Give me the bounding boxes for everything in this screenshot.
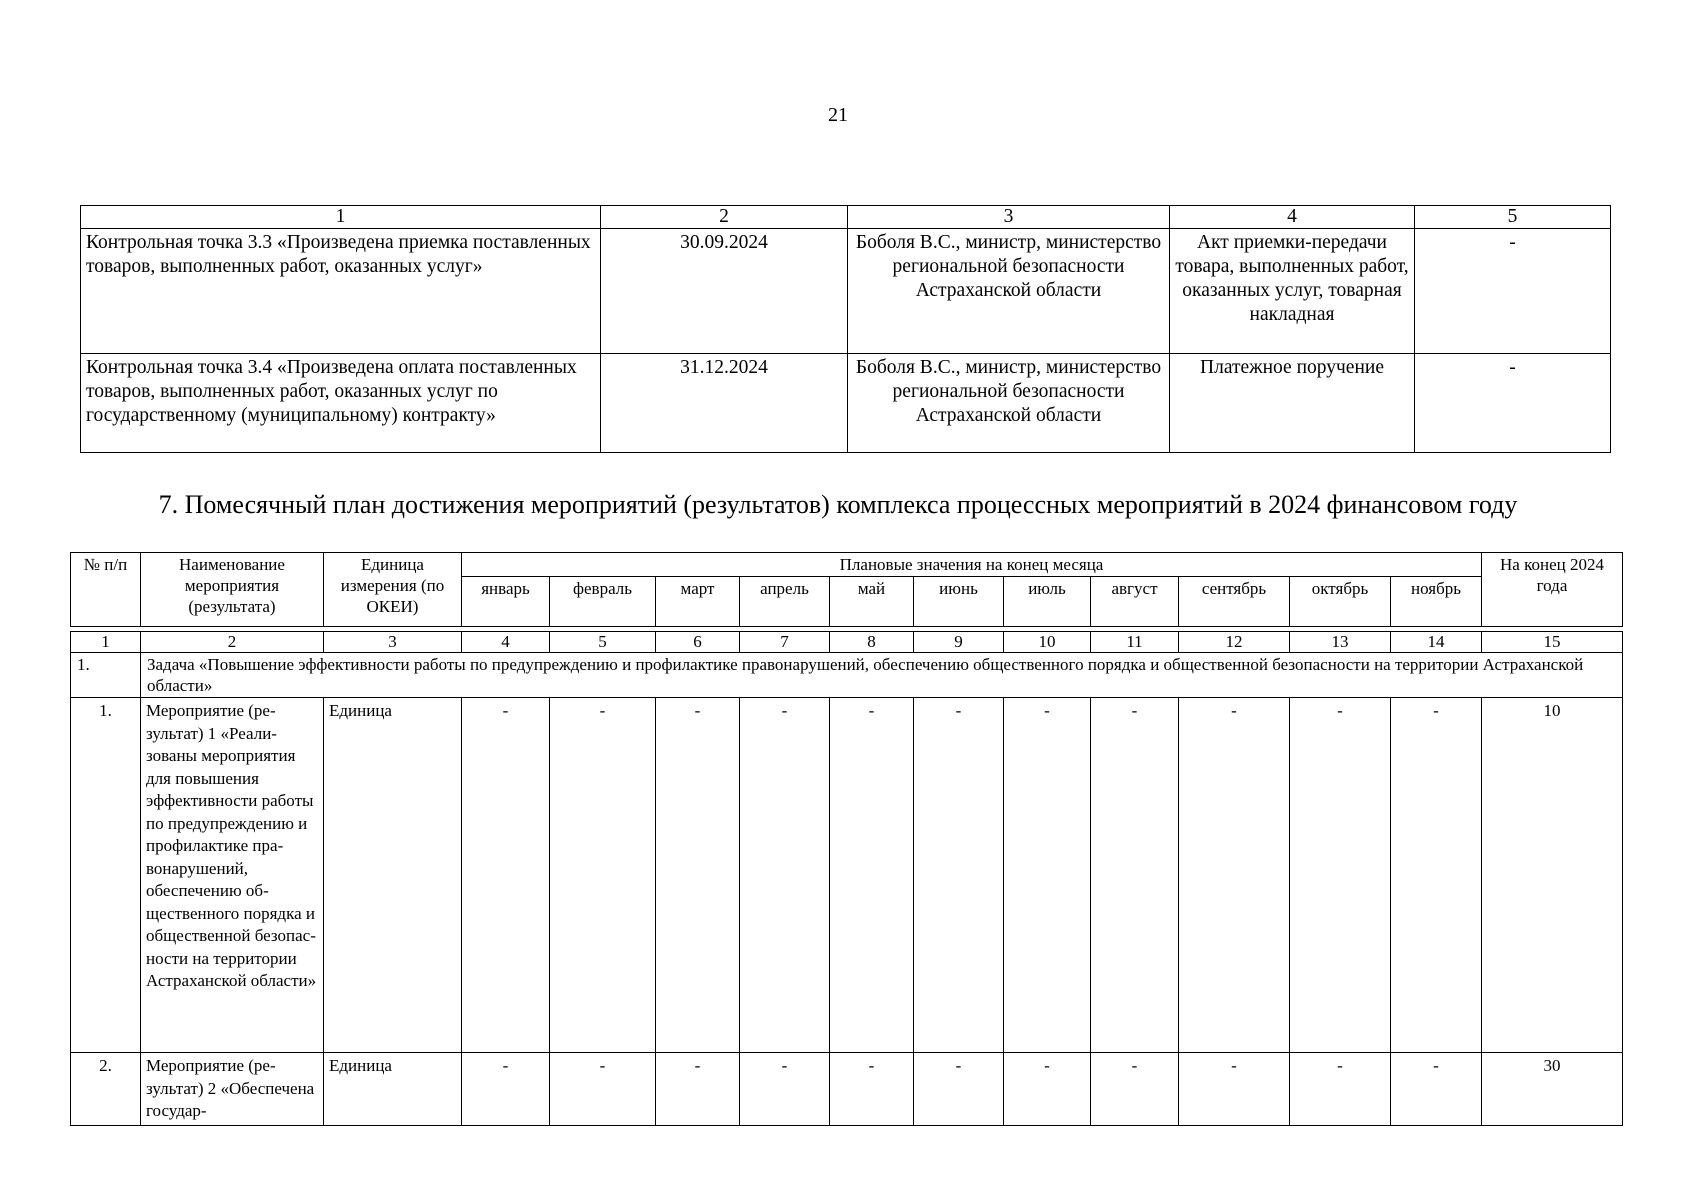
monthly-plan-table [70, 552, 1623, 1126]
column-number: 2 [601, 206, 848, 229]
month-header: октябрь [1290, 577, 1391, 627]
control-point-date: 30.09.2024 [601, 229, 848, 354]
column-number: 3 [324, 632, 462, 653]
control-point-date: 31.12.2024 [601, 354, 848, 453]
month-value: - [1004, 1053, 1091, 1126]
year-total: 30 [1482, 1053, 1623, 1126]
column-number: 15 [1482, 632, 1623, 653]
month-header: апрель [740, 577, 830, 627]
column-number: 5 [550, 632, 656, 653]
month-value: - [462, 1053, 550, 1126]
month-value: - [656, 698, 740, 1053]
month-value: - [830, 698, 914, 1053]
task-text: Задача «Повышение эффективности работы по предупреждению и профилактике правонарушений, обеспечению общественного порядка и общественной безопасности на территории Астраханской области» [141, 653, 1623, 698]
column-number: 12 [1179, 632, 1290, 653]
month-value: - [740, 1053, 830, 1126]
month-value: - [1391, 1053, 1482, 1126]
month-value: - [1179, 698, 1290, 1053]
table-row [81, 354, 1611, 453]
task-row [71, 653, 1623, 698]
month-value: - [550, 698, 656, 1053]
header-planned-values: Плановые значения на конец месяца [462, 553, 1482, 577]
task-number: 1. [71, 653, 141, 698]
column-number: 4 [462, 632, 550, 653]
month-header: ноябрь [1391, 577, 1482, 627]
table-header-row [81, 206, 1611, 229]
item-number: 2. [71, 1053, 141, 1126]
column-number: 13 [1290, 632, 1391, 653]
column-numbers-row [71, 632, 1623, 653]
control-point-responsible: Боболя В.С., министр, министерство региональной безопасности Астраханской области [848, 354, 1170, 453]
month-header: август [1091, 577, 1179, 627]
column-number: 2 [141, 632, 324, 653]
month-header: март [656, 577, 740, 627]
control-point-name: Контрольная точка 3.4 «Произведена оплата поставленных товаров, выполненных работ, оказанных услуг по государственному (муниципальному) контракту» [81, 354, 601, 453]
column-number: 3 [848, 206, 1170, 229]
month-value: - [1004, 698, 1091, 1053]
month-header: январь [462, 577, 550, 627]
month-header: май [830, 577, 914, 627]
month-value: - [462, 698, 550, 1053]
table-row [71, 1053, 1623, 1126]
table-row [81, 229, 1611, 354]
month-value: - [1290, 1053, 1391, 1126]
header-end-of-year: На конец 2024 года [1482, 553, 1623, 627]
control-point-info: - [1415, 354, 1611, 453]
month-value: - [656, 1053, 740, 1126]
item-name: Мероприятие (результат) 2 «Обеспечена государ- [141, 1053, 324, 1126]
control-point-document: Платежное поручение [1170, 354, 1415, 453]
column-number: 8 [830, 632, 914, 653]
month-value: - [914, 698, 1004, 1053]
month-header: сентябрь [1179, 577, 1290, 627]
column-number: 11 [1091, 632, 1179, 653]
control-points-table [80, 205, 1611, 453]
month-value: - [1091, 1053, 1179, 1126]
header-unit: Единица измерения (по ОКЕИ) [324, 553, 462, 627]
column-number: 6 [656, 632, 740, 653]
month-header: июль [1004, 577, 1091, 627]
month-value: - [1290, 698, 1391, 1053]
month-header: февраль [550, 577, 656, 627]
column-number: 10 [1004, 632, 1091, 653]
control-point-document: Акт приемки-передачи товара, выполненных работ, оказанных услуг, товарная накладная [1170, 229, 1415, 354]
month-value: - [830, 1053, 914, 1126]
item-number: 1. [71, 698, 141, 1053]
control-point-responsible: Боболя В.С., министр, министерство региональной безопасности Астраханской области [848, 229, 1170, 354]
year-total: 10 [1482, 698, 1623, 1053]
item-unit: Единица [324, 698, 462, 1053]
control-point-name: Контрольная точка 3.3 «Произведена приемка поставленных товаров, выполненных работ, оказанных услуг» [81, 229, 601, 354]
item-unit: Единица [324, 1053, 462, 1126]
month-value: - [914, 1053, 1004, 1126]
column-number: 1 [81, 206, 601, 229]
month-value: - [1091, 698, 1179, 1053]
column-number: 5 [1415, 206, 1611, 229]
month-value: - [1179, 1053, 1290, 1126]
column-number: 4 [1170, 206, 1415, 229]
month-value: - [550, 1053, 656, 1126]
item-name: Мероприятие (результат) 1 «Реализованы мероприятия для повышения эффективности работы по предупреждению и профилактике правонарушений, обеспечению общественного порядка и общественной безопасности на территории Астраханской области» [141, 698, 324, 1053]
control-point-info: - [1415, 229, 1611, 354]
column-number: 1 [71, 632, 141, 653]
table-row [71, 698, 1623, 1053]
table-header-row [71, 553, 1623, 577]
column-number: 14 [1391, 632, 1482, 653]
month-value: - [1391, 698, 1482, 1053]
month-value: - [740, 698, 830, 1053]
column-number: 7 [740, 632, 830, 653]
column-number: 9 [914, 632, 1004, 653]
header-name: Наименование мероприятия (результата) [141, 553, 324, 627]
section-title: 7. Помесячный план достижения мероприятий (результатов) комплекса процессных мероприятий в 2024 финансовом году [158, 490, 1518, 519]
month-header: июнь [914, 577, 1004, 627]
header-num: № п/п [71, 553, 141, 627]
page-number: 21 [828, 104, 848, 126]
